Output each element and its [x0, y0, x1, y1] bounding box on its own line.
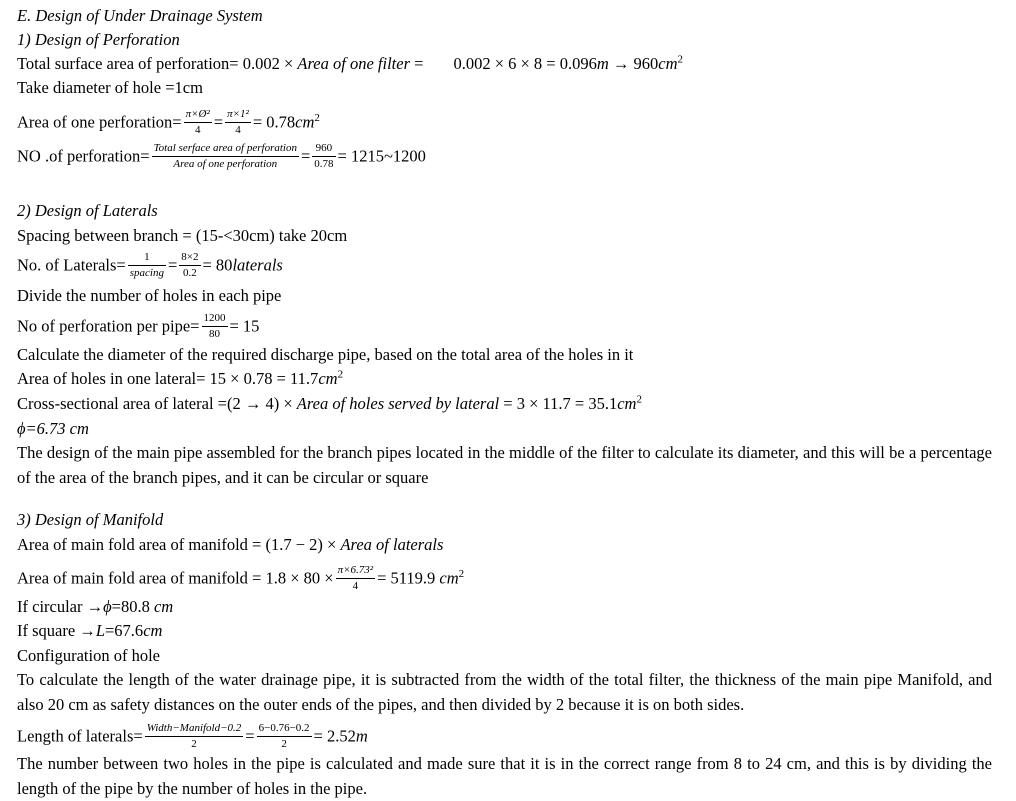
no-perf-label: NO .of perforation=	[17, 146, 150, 166]
total-surface-area-line	[17, 53, 684, 73]
area-holes-label: Area of holes in one lateral= 15 × 0.78 = 11.7	[17, 369, 319, 388]
cross-sec-calc: = 3 × 11.7 = 35.1	[499, 394, 618, 413]
total-surface-math: Area of one filter	[297, 54, 410, 73]
no-laterals-label: No. of Laterals=	[17, 255, 126, 275]
per-pipe-f-num: 1200	[202, 313, 228, 327]
no-laterals-unit: laterals	[232, 255, 283, 275]
total-surface-eq: =	[410, 54, 424, 73]
manifold2-result: = 5119.9	[377, 568, 440, 588]
area-one-fraction-1	[184, 109, 212, 136]
no-perf-f1-den: Area of one perforation	[173, 157, 278, 170]
no-perf-f1-num: Total serface area of perforation	[152, 143, 299, 157]
length-f1-den: 2	[191, 737, 197, 750]
circular-label: If circular →	[17, 597, 104, 616]
area-one-f1-num: π×Ø²	[184, 109, 212, 123]
area-one-unit: cm	[295, 112, 315, 132]
per-pipe-f-den: 80	[209, 327, 220, 340]
total-surface-unit-m: m	[596, 54, 609, 73]
no-laterals-f2-num: 8×2	[179, 252, 200, 266]
no-laterals-f1-num: 1	[128, 252, 166, 266]
heading-design-of-perforation: 1) Design of Perforation	[17, 30, 180, 49]
per-pipe-fraction	[202, 313, 228, 340]
area-one-f1-den: 4	[194, 123, 201, 136]
take-diameter-line: Take diameter of hole =1cm	[17, 78, 203, 97]
length-unit: m	[355, 726, 368, 746]
area-holes-unit: cm	[318, 369, 338, 388]
per-pipe-result: = 15	[229, 316, 260, 336]
area-one-perforation-line	[17, 110, 320, 137]
heading-section-e: E. Design of Under Drainage System	[17, 6, 263, 25]
no-perf-f2-den: 0.78	[314, 157, 334, 170]
calculate-diameter-line: Calculate the diameter of the required discharge pipe, based on the total area of the holes in it	[17, 345, 634, 364]
total-surface-unit-cm: cm	[658, 54, 678, 73]
number-between-holes-paragraph: The number between two holes in the pipe is calculated and made sure that it is in the correct range from 8 to 24 cm, and this is by dividing the length of the pipe by the number of holes in the pipe.	[17, 754, 992, 798]
cross-sec-label: Cross-sectional area of lateral =(2 → 4) ×	[17, 394, 297, 413]
phi-line: ϕ=6.73 cm	[17, 419, 89, 438]
length-f2-num: 6−0.76−0.2	[257, 723, 312, 737]
length-fraction-1	[145, 723, 244, 750]
circular-unit: cm	[153, 597, 174, 616]
manifold1-label: Area of main fold area of manifold = (1.7 − 2) ×	[17, 535, 341, 554]
cross-sec-math: Area of holes served by lateral	[296, 394, 500, 413]
length-label: Length of laterals=	[17, 726, 143, 746]
square-value: =67.6	[105, 621, 144, 640]
length-eq: =	[245, 726, 255, 746]
circular-value: =80.8	[111, 597, 154, 616]
area-one-fraction-2	[225, 109, 251, 136]
manifold2-sup: 2	[458, 567, 465, 580]
square-symbol: L	[95, 621, 105, 640]
length-f2-den: 2	[281, 737, 287, 750]
no-laterals-fraction-2	[179, 252, 200, 279]
no-laterals-fraction-1	[128, 252, 166, 279]
perforation-per-pipe-line	[17, 314, 259, 341]
area-one-result: = 0.78	[252, 112, 296, 132]
length-fraction-2	[257, 723, 312, 750]
length-of-laterals-line	[17, 724, 368, 751]
length-calc-paragraph: To calculate the length of the water drainage pipe, it is subtracted from the width of the total filter, the thickness of the main pipe Manifold, and also 20 cm as safety distances on the outer ends of the pipes, and then divided by 2 because it is on both sides.	[17, 670, 992, 714]
no-laterals-result: = 80	[202, 255, 233, 275]
manifold2-f-den: 4	[352, 579, 359, 592]
configuration-of-hole-line: Configuration of hole	[17, 646, 160, 665]
no-perf-result: = 1215~1200	[337, 146, 426, 166]
cross-sectional-area-line	[17, 393, 642, 413]
total-surface-arrow: → 960	[608, 54, 659, 73]
square-label: If square →	[17, 621, 96, 640]
total-surface-sup: 2	[677, 53, 684, 66]
no-perf-fraction-2	[312, 143, 335, 170]
total-surface-label: Total surface area of perforation= 0.002 ×	[17, 54, 298, 73]
heading-design-of-laterals: 2) Design of Laterals	[17, 201, 158, 220]
manifold2-fraction	[336, 565, 375, 592]
if-square-line	[17, 623, 162, 640]
manifold2-unit: cm	[439, 568, 459, 588]
manifold2-f-num: π×6.73²	[336, 565, 375, 579]
manifold-area-line-2	[17, 566, 464, 593]
main-pipe-paragraph: The design of the main pipe assembled for the branch pipes located in the middle of the filter to calculate its diameter, and this will be a percentage of the area of the branch pipes, and it can be circular or square	[17, 443, 992, 487]
no-perf-fraction-1	[152, 143, 299, 170]
number-of-laterals-line	[17, 253, 283, 280]
circular-symbol: ϕ	[103, 597, 112, 616]
divide-holes-line: Divide the number of holes in each pipe	[17, 286, 282, 305]
no-laterals-f2-den: 0.2	[183, 266, 197, 279]
no-laterals-eq: =	[167, 255, 178, 275]
no-perf-f2-num: 960	[312, 143, 335, 157]
length-result: = 2.52	[313, 726, 356, 746]
manifold2-label: Area of main fold area of manifold = 1.8 × 80 ×	[17, 568, 334, 588]
heading-design-of-manifold: 3) Design of Manifold	[17, 510, 164, 529]
number-of-perforation-line	[17, 144, 426, 171]
square-unit: cm	[143, 621, 163, 640]
area-one-f2-num: π×1²	[225, 109, 251, 123]
spacing-line: Spacing between branch = (15-<30cm) take 20cm	[17, 226, 348, 245]
manifold1-math: Area of laterals	[340, 535, 444, 554]
cross-sec-sup: 2	[636, 393, 642, 406]
area-one-label: Area of one perforation=	[17, 112, 182, 132]
length-f1-num: Width−Manifold−0.2	[145, 723, 244, 737]
no-perf-eq: =	[300, 146, 311, 166]
cross-sec-unit: cm	[617, 394, 637, 413]
per-pipe-label: No of perforation per pipe=	[17, 316, 200, 336]
area-one-sup: 2	[314, 111, 320, 124]
if-circular-line	[17, 599, 173, 616]
area-holes-sup: 2	[337, 368, 344, 381]
total-surface-calc: 0.002 × 6 × 8 = 0.096	[453, 54, 597, 73]
area-one-eq: =	[213, 112, 224, 132]
area-one-f2-den: 4	[235, 123, 241, 136]
manifold-area-line-1	[17, 537, 443, 554]
area-holes-lateral-line	[17, 368, 344, 388]
no-laterals-f1-den: spacing	[129, 266, 164, 279]
